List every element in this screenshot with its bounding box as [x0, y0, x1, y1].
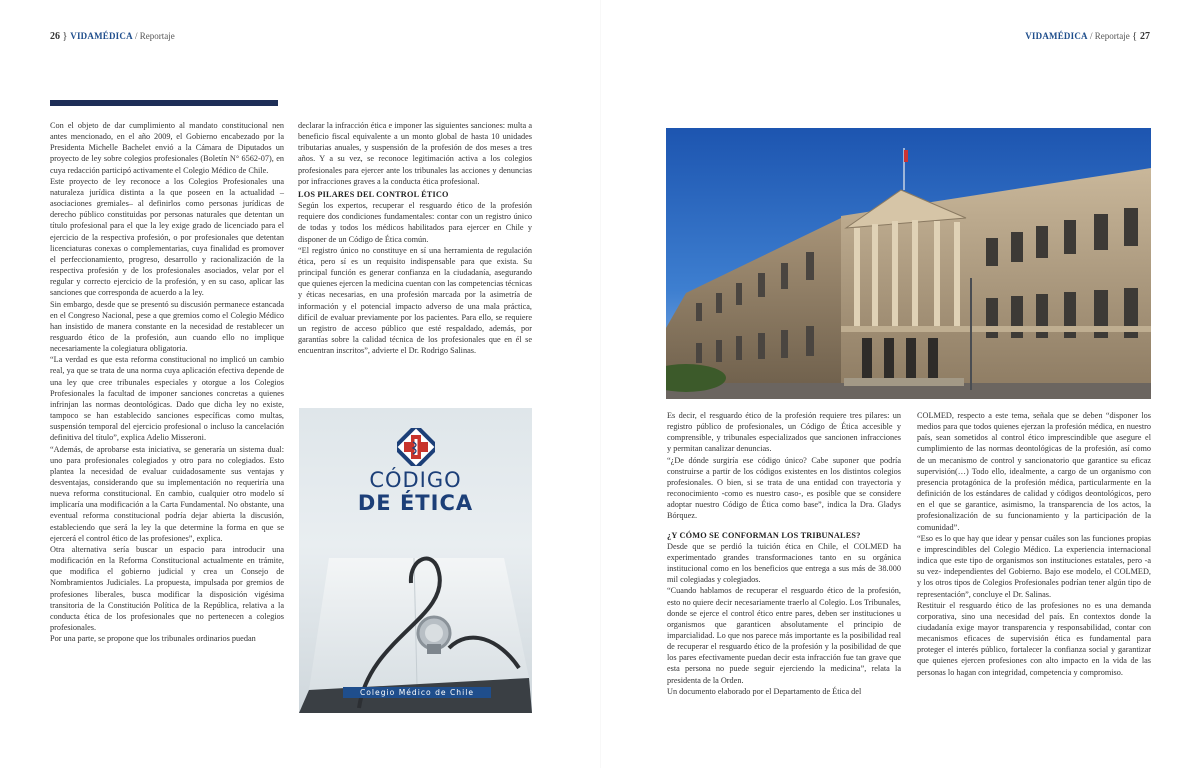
right-folio: [1025, 30, 1150, 42]
magazine-name: VIDAMÉDICA: [1025, 31, 1088, 41]
cover-title-line-2: DE ÉTICA: [357, 491, 474, 515]
paragraph: Un documento elaborado por el Departamento de Ética del: [667, 686, 862, 696]
code-of-ethics-cover-image: [299, 408, 532, 713]
section-heading: ¿Y CÓMO SE CONFORMAN LOS TRIBUNALES?: [667, 530, 861, 540]
paragraph: “La verdad es que esta reforma constitucional no implicó un cambio real, ya que se trata de una norma cuya aplicación efectiva depende de una ley que cree tribunales especiales y otorgue a los Colegios Profesionales la facultad de imponer sanciones concretas a quienes infrinjan las normas deontológicas. Dado que dicha ley no existe, tampoco se han establecido sanciones específicas como multas, suspensión temporal del ejercicio profesional o incluso la cancelación definitiva del título”, explica Adelio Misseroni.: [50, 355, 284, 443]
paragraph: “¿De dónde surgiría ese código único? Cabe suponer que podría construirse a partir de los códigos existentes en los distintos colegios profesionales. O bien, si se trata de una entidad con trayectoria y reconocimiento -como es nuestro caso-, es posible que se considere adoptar nuestro Código de Ética como base”, indica la Dra. Gladys Bórquez.: [667, 455, 901, 521]
colegio-medico-logo-icon: [397, 428, 435, 466]
paragraph: COLMED, respecto a este tema, señala que se deben “disponer los medios para que todos quienes ejerzan la profesión médica, en nuestro país, sean sometidos al control ético imprescindible que asegure el cumplimiento de las normas deontológicas de la profesión, así como de un mecanismo de control y sancionatorio que garantice su eficaz supervisión(…) Todo ello, idealmente, a cargo de un organismo con presencia protagónica de la profesión médica, particularmente en la definición de los estándares de calidad y códigos deontológicos, pero en el que se garantice, asimismo, la transparencia de los actos, la profesionalización de su funcionamiento y la participación de la comunidad”.: [917, 411, 1151, 532]
folio-bracket: }: [62, 30, 71, 42]
paragraph: Por una parte, se propone que los tribunales ordinarios puedan: [50, 634, 256, 644]
paragraph: Este proyecto de ley reconoce a los Colegios Profesionales una naturaleza jurídica distinta a la que poseen en la actualidad –asociaciones gremiales– al definirlos como personas jurídicas de derecho público constituidas por personas naturales que detentan un título profesional para el que la ley exige grado de licenciado para el ejercicio de la respectiva profesión, o por profesionales que detentan licenciaturas conexas o complementarias, cuya finalidad es promover el perfeccionamiento, progreso, desarrollo y racionalización de la respectiva profesión y de los profesionales asociados, velar por el regular y correcto ejercicio de la profesión, y en su caso, aplicar las sanciones que corresponda de acuerdo a la ley.: [50, 176, 284, 298]
paragraph: Es decir, el resguardo ético de la profesión requiere tres pilares: un registro público de profesionales, un Código de Ética accesible y comprensible, y tribunales especializados que sancionen infracciones y permitan canalizar denuncias.: [667, 411, 901, 454]
paragraph: Sin embargo, desde que se presentó su discusión permanece estancada en el Congreso Nacional, pese a que gremios como el Colegio Médico han insistido de manera constante en la necesidad de restablecer un resguardo ético de la profesión, aun cuando ello no implique necesariamente la colegiatura obligatoria.: [50, 299, 284, 354]
paragraph: “Además, de aprobarse esta iniciativa, se generaría un sistema dual: uno para profesionales colegiados y otro para no colegiados. Esto plantea la necesidad de evaluar cuidadosamente sus ventajas y desventajas, considerando que su implementación no requeriría una nueva reforma constitucional. En cambio, cualquier otro modelo sí implicaría una modificación a la Carta Fundamental. No obstante, una eventual reforma constitucional podría dejar abierta la discusión, estableciendo que será la ley la que determine la forma en que se ejercerá el control ético de las profesiones”, explica.: [50, 444, 284, 543]
text-column-4: [917, 410, 1151, 678]
article-accent-bar: [50, 100, 278, 106]
magazine-name: VIDAMÉDICA: [70, 31, 133, 41]
section-name: / Reportaje: [1089, 31, 1130, 41]
text-column-1: [50, 120, 284, 644]
paragraph: Con el objeto de dar cumplimiento al mandato constitucional nen antes mencionado, en el año 2009, el Gobierno encabezado por la Presidenta Michelle Bachelet envió a la Cámara de Diputados un proyecto de ley sobre colegios profesionales (Boletín N° 6562-07), en cuya redacción participó activamente el Colegio Médico de Chile.: [50, 121, 284, 175]
text-column-3: [667, 410, 901, 697]
paragraph: “Eso es lo que hay que idear y pensar cuáles son las funciones propias e imprescindibles del Colegio Médico. La experiencia internacional indica que este tipo de organismos son instituciones estatales, pero -a su vez- independientes del Gobierno. Bajo ese modelo, el COLMED, y los otros tipos de Colegios Profesionales podrían tener algún tipo de representación”, concluye el Dr. Salinas.: [917, 533, 1151, 599]
folio-bracket: {: [1131, 30, 1140, 42]
left-folio: [50, 30, 175, 42]
cover-title-line-1: CÓDIGO: [369, 468, 462, 492]
paragraph: Desde que se perdió la tuición ética en Chile, el COLMED ha experimentado grandes transformaciones tanto en su orgánica institucional como en los beneficios que entrega a sus más de 38.000 mil colegiadas y colegiados.: [667, 541, 901, 585]
paragraph: Restituir el resguardo ético de las profesiones no es una demanda corporativa, sino una necesidad del país. En contextos donde la ciudadanía exige mayor transparencia y responsabilidad, contar con mecanismos eficaces de supervisión ética es fundamental para proteger el interés público, fortalecer la confianza social y garantizar que quienes ejercen profesiones con alto impacto en la vida de las personas lo hagan con integridad, competencia y compromiso.: [917, 600, 1151, 677]
building-illustration: [666, 128, 1151, 399]
page-number: 27: [1140, 31, 1150, 42]
cover-publisher-band: Colegio Médico de Chile: [343, 687, 491, 698]
section-name: / Reportaje: [135, 31, 175, 41]
paragraph: Otra alternativa sería buscar un espacio para introducir una modificación en la Reforma Constitucional actualmente en trámite, que modifica el gobierno judicial y crea un Consejo de Nombramientos Judiciales. La propuesta, impulsada por gremios de profesiones liberales, busca modificar la disposición vigésima transitoria de la Constitución Política de la República, relativa a la conducta ética de los profesionales que no pertenecen a colegios profesionales.: [50, 544, 284, 633]
courthouse-building-photo: [666, 128, 1151, 399]
paragraph: “Cuando hablamos de recuperar el resguardo ético de la profesión, esto no quiere decir necesariamente traerlo al Colegio. Los Tribunales, donde se ejerce el control ético entre pares, deben ser instituciones u organismos que garanticen absolutamente el principio de imparcialidad. Lo que nos parece más importante es la posibilidad real de recuperar el resguardo ético de la profesión y la posibilidad de que los pares efectivamente puedan decir esta infracción fue tan grave que esta persona no puede seguir ejerciendo la medicina”, relata la presidenta de la Orden.: [667, 586, 901, 685]
paragraph: declarar la infracción ética e imponer las siguientes sanciones: multa a beneficio fiscal equivalente a un monto global de hasta 10 unidades tributarias anuales, y suspensión de la profesión de dos meses a tres años. Y a su vez, se reconoce legitimación activa a los colegios profesionales para ejercer ante los tribunales las acciones y denuncias por infracciones graves a la conducta ética profesional.: [298, 121, 532, 186]
paragraph: Según los expertos, recuperar el resguardo ético de la profesión requiere dos condiciones fundamentales: contar con un registro único de todas y todos los médicos habilitados para ejercer en Chile y disponer de un Código de Ética común.: [298, 201, 532, 244]
page-number: 26: [50, 31, 60, 42]
paragraph: “El registro único no constituye en sí una herramienta de regulación ética, pero sí es un requisito indispensable para que exista. Su principal función es generar confianza en la ciudadanía, asegurando que quienes ejercen la medicina cuentan con las competencias técnicas y éticas necesarias, en una profesión marcada por la asimetría de información y el potencial impacto adverso de una mala práctica, difícil de evaluar previamente por los pacientes. Para ello, se requiere un registro de acceso público que esté respaldado, además, por garantías sobre la calidad técnica de los profesionales que en él se encuentran inscritos”, advierte el Dr. Rodrigo Salinas.: [298, 245, 532, 356]
text-column-2: [298, 120, 532, 356]
section-heading: LOS PILARES DEL CONTROL ÉTICO: [298, 189, 449, 199]
page-gutter: [600, 0, 601, 768]
